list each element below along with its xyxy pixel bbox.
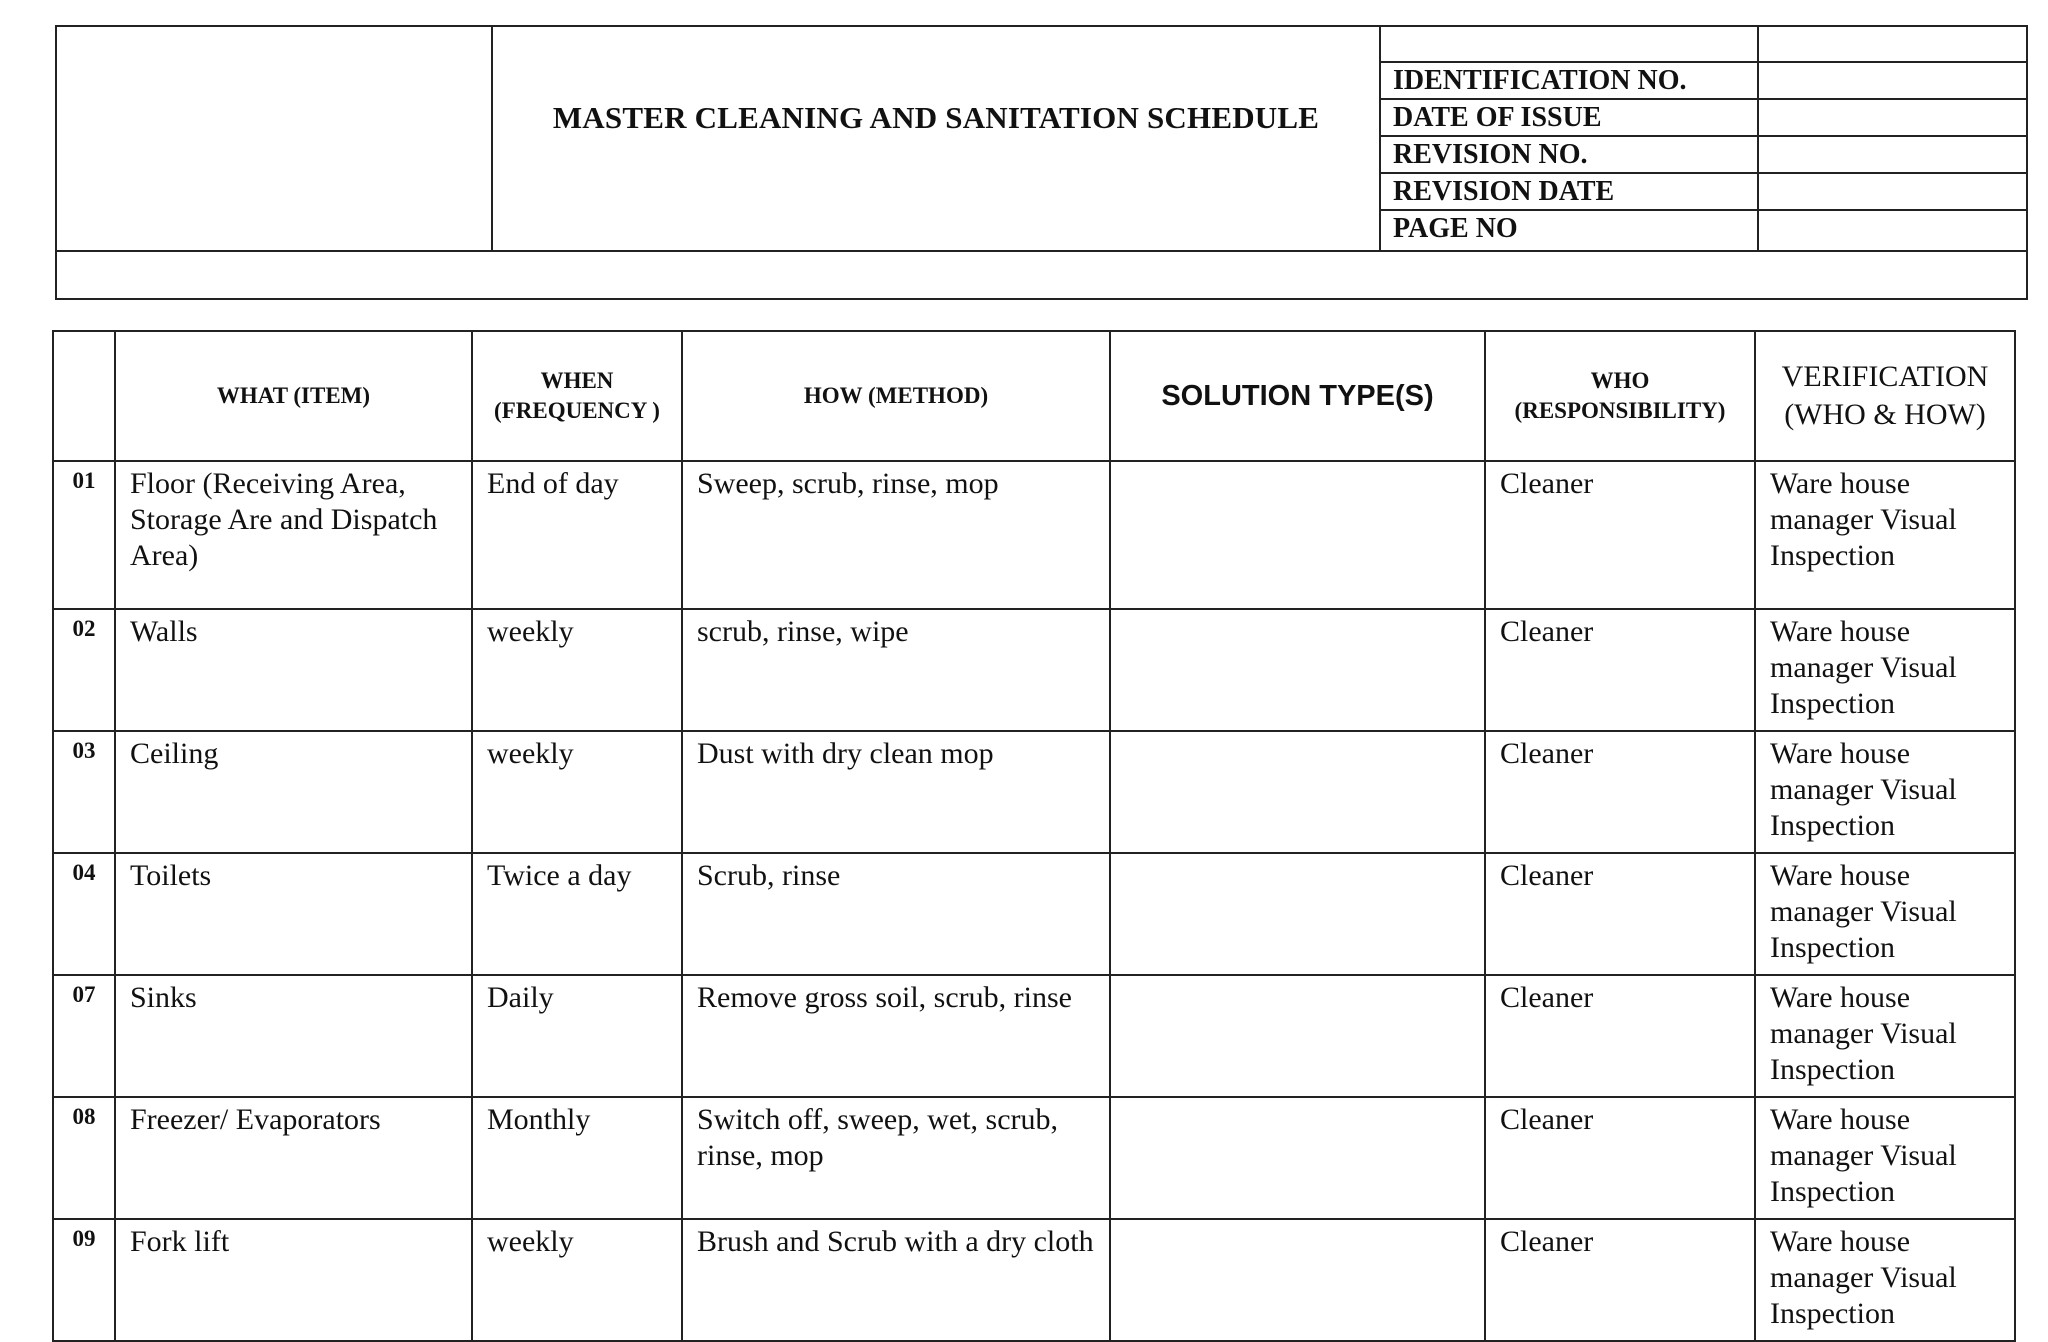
info-label: IDENTIFICATION NO. (1381, 63, 1759, 98)
how-column-header: HOW (METHOD) (682, 331, 1110, 461)
number-column-header (53, 331, 115, 461)
item-cell: Walls (115, 609, 472, 731)
who-column-header: WHO (RESPONSIBILITY) (1485, 331, 1755, 461)
info-value (1759, 27, 2028, 61)
row-number: 01 (53, 461, 115, 609)
method-cell: Switch off, sweep, wet, scrub, rinse, mop (682, 1097, 1110, 1219)
frequency-cell: Monthly (472, 1097, 682, 1219)
row-number: 02 (53, 609, 115, 731)
row-number: 07 (53, 975, 115, 1097)
solution-cell (1110, 975, 1485, 1097)
table-row (53, 609, 2015, 731)
item-cell: Floor (Receiving Area, Storage Are and Dispatch Area) (115, 461, 472, 609)
frequency-cell: weekly (472, 1219, 682, 1341)
responsibility-cell: Cleaner (1485, 1219, 1755, 1341)
solution-cell (1110, 461, 1485, 609)
method-cell: Brush and Scrub with a dry cloth (682, 1219, 1110, 1341)
verification-cell: Ware house manager Visual Inspection (1755, 1097, 2015, 1219)
verification-cell: Ware house manager Visual Inspection (1755, 609, 2015, 731)
solution-cell (1110, 731, 1485, 853)
info-row-date-of-issue (1381, 100, 2028, 137)
method-cell: Dust with dry clean mop (682, 731, 1110, 853)
frequency-cell: Twice a day (472, 853, 682, 975)
method-cell: Remove gross soil, scrub, rinse (682, 975, 1110, 1097)
solution-column-header: SOLUTION TYPE(S) (1110, 331, 1485, 461)
table-row (53, 1097, 2015, 1219)
table-row (53, 853, 2015, 975)
info-value (1759, 100, 2028, 135)
table-header-row (53, 331, 2015, 461)
document-control-info (1379, 27, 2028, 250)
info-label: REVISION NO. (1381, 137, 1759, 172)
responsibility-cell: Cleaner (1485, 975, 1755, 1097)
method-cell: Sweep, scrub, rinse, mop (682, 461, 1110, 609)
responsibility-cell: Cleaner (1485, 731, 1755, 853)
item-cell: Toilets (115, 853, 472, 975)
frequency-cell: weekly (472, 731, 682, 853)
verification-cell: Ware house manager Visual Inspection (1755, 731, 2015, 853)
info-label: DATE OF ISSUE (1381, 100, 1759, 135)
info-row-blank (1381, 27, 2028, 63)
logo-area (57, 27, 493, 250)
responsibility-cell: Cleaner (1485, 461, 1755, 609)
table-row (53, 731, 2015, 853)
item-cell: Ceiling (115, 731, 472, 853)
item-cell: Fork lift (115, 1219, 472, 1341)
row-number: 08 (53, 1097, 115, 1219)
info-value (1759, 211, 2028, 250)
info-row-identification-no (1381, 63, 2028, 100)
verification-column-header: VERIFICATION (WHO & HOW) (1755, 331, 2015, 461)
info-label (1381, 27, 1759, 61)
info-label: REVISION DATE (1381, 174, 1759, 209)
frequency-cell: weekly (472, 609, 682, 731)
solution-cell (1110, 1097, 1485, 1219)
item-cell: Sinks (115, 975, 472, 1097)
method-cell: scrub, rinse, wipe (682, 609, 1110, 731)
info-value (1759, 137, 2028, 172)
verification-cell: Ware house manager Visual Inspection (1755, 853, 2015, 975)
frequency-cell: End of day (472, 461, 682, 609)
solution-cell (1110, 853, 1485, 975)
info-value (1759, 63, 2028, 98)
responsibility-cell: Cleaner (1485, 1097, 1755, 1219)
responsibility-cell: Cleaner (1485, 853, 1755, 975)
what-column-header: WHAT (ITEM) (115, 331, 472, 461)
verification-cell: Ware house manager Visual Inspection (1755, 975, 2015, 1097)
row-number: 03 (53, 731, 115, 853)
table-row (53, 975, 2015, 1097)
table-row (53, 1219, 2015, 1341)
info-row-revision-no (1381, 137, 2028, 174)
row-number: 04 (53, 853, 115, 975)
table-row (53, 461, 2015, 609)
verification-cell: Ware house manager Visual Inspection (1755, 1219, 2015, 1341)
frequency-cell: Daily (472, 975, 682, 1097)
solution-cell (1110, 1219, 1485, 1341)
cleaning-schedule-table (52, 330, 2016, 1342)
info-row-page-no (1381, 211, 2028, 250)
info-label: PAGE NO (1381, 211, 1759, 250)
when-column-header: WHEN (FREQUENCY ) (472, 331, 682, 461)
document-title: MASTER CLEANING AND SANITATION SCHEDULE (552, 99, 1320, 135)
document-header (55, 25, 2028, 300)
solution-cell (1110, 609, 1485, 731)
item-cell: Freezer/ Evaporators (115, 1097, 472, 1219)
info-row-revision-date (1381, 174, 2028, 211)
responsibility-cell: Cleaner (1485, 609, 1755, 731)
row-number: 09 (53, 1219, 115, 1341)
method-cell: Scrub, rinse (682, 853, 1110, 975)
verification-cell: Ware house manager Visual Inspection (1755, 461, 2015, 609)
info-value (1759, 174, 2028, 209)
header-footer-strip (57, 250, 2026, 298)
